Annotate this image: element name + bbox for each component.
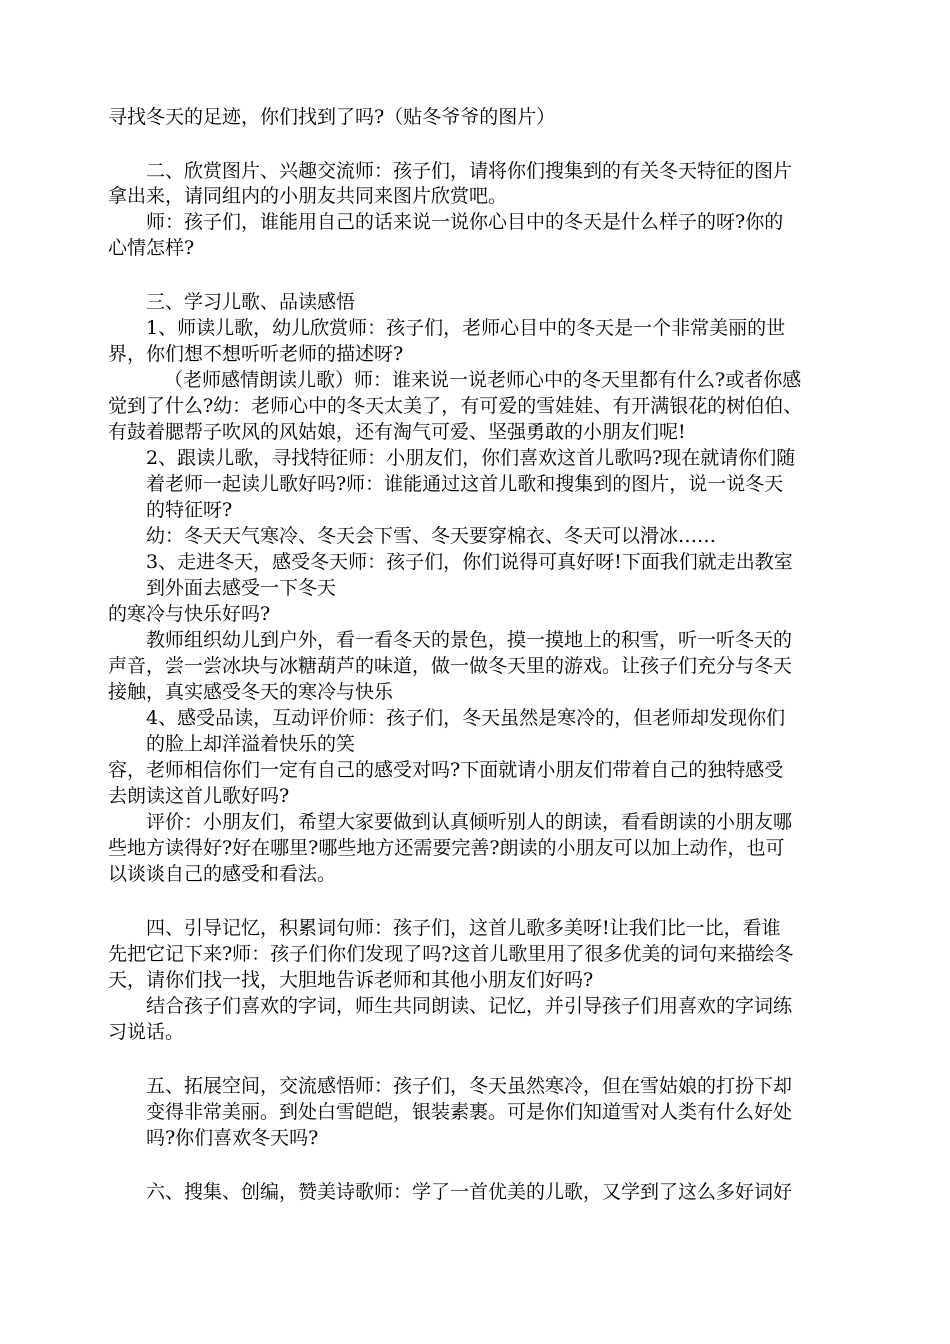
text-line: 有鼓着腮帮子吹风的风姑娘，还有淘气可爱、坚强勇敢的小朋友们呢! (108, 421, 686, 443)
text-line: 声音，尝一尝冰块与冰糖葫芦的味道，做一做冬天里的游戏。让孩子们充分与冬天 (108, 655, 793, 677)
text-line: 评价：小朋友们，希望大家要做到认真倾听别人的朗读，看看朗读的小朋友哪 (146, 811, 793, 833)
section-heading: 六、搜集、创编，赞美诗歌师：学了一首优美的儿歌，又学到了这么多好词好 (146, 1181, 793, 1203)
text-line: 师：孩子们，谁能用自己的话来说一说你心目中的冬天是什么样子的呀?你的 (146, 211, 784, 233)
text-line: 些地方读得好?好在哪里?哪些地方还需要完善?朗读的小朋友可以加上动作，也可 (108, 837, 785, 859)
text-line: 幼：冬天天气寒冷、冬天会下雪、冬天要穿棉衣、冬天可以滑冰…… (146, 525, 717, 547)
text-line: 教师组织幼儿到户外，看一看冬天的景色，摸一摸地上的积雪，听一听冬天的 (146, 629, 793, 651)
section-heading: 五、拓展空间，交流感悟师：孩子们，冬天虽然寒冷，但在雪姑娘的打扮下却 (146, 1075, 793, 1097)
text-line: 天，请你们找一找，大胆地告诉老师和其他小朋友们好吗? (108, 969, 594, 991)
text-line: 先把它记下来?师：孩子们你们发现了吗?这首儿歌里用了很多优美的词句来描绘冬 (108, 943, 794, 965)
text-line: 容，老师相信你们一定有自己的感受对吗?下面就请小朋友们带着自己的独特感受 (108, 759, 784, 781)
text-line: （老师感情朗读儿歌）师：谁来说一说老师心中的冬天里都有什么?或者你感 (164, 369, 802, 391)
text-line: 1、师读儿歌，幼儿欣赏师：孩子们，老师心目中的冬天是一个非常美丽的世 (146, 317, 786, 339)
text-line: 4、感受品读，互动评价师：孩子们，冬天虽然是寒冷的，但老师却发现你们 (146, 707, 786, 729)
text-line: 着老师一起读儿歌好吗?师：谁能通过这首儿歌和搜集到的图片，说一说冬天 (146, 473, 784, 495)
section-heading: 三、学习儿歌、品读感悟 (146, 291, 356, 313)
text-line: 接触，真实感受冬天的寒冷与快乐 (108, 681, 394, 703)
text-line: 的脸上却洋溢着快乐的笑 (146, 733, 356, 755)
text-line: 拿出来，请同组内的小朋友共同来图片欣赏吧。 (108, 185, 508, 207)
text-line: 觉到了什么?幼：老师心中的冬天太美了，有可爱的雪娃娃、有开满银花的树伯伯、 (108, 395, 803, 417)
text-line: 的特征呀? (146, 499, 233, 521)
text-line: 二、欣赏图片、兴趣交流师：孩子们，请将你们搜集到的有关冬天特征的图片 (146, 160, 793, 182)
text-line: 去朗读这首儿歌好吗? (108, 785, 290, 807)
text-line: 结合孩子们喜欢的字词，师生共同朗读、记忆，并引导孩子们用喜欢的字词练 (146, 995, 793, 1017)
text-line: 2、跟读儿歌，寻找特征师：小朋友们，你们喜欢这首儿歌吗?现在就请你们随 (146, 447, 796, 469)
text-line: 吗?你们喜欢冬天吗? (146, 1127, 319, 1149)
text-line: 寻找冬天的足迹，你们找到了吗?（贴冬爷爷的图片） (108, 106, 556, 128)
section-heading: 四、引导记忆，积累词句师：孩子们，这首儿歌多美呀!让我们比一比，看谁 (146, 917, 781, 939)
text-line: 以谈谈自己的感受和看法。 (108, 863, 337, 885)
text-line: 的寒冷与快乐好吗? (108, 603, 271, 625)
text-line: 3、走进冬天，感受冬天师：孩子们，你们说得可真好呀!下面我们就走出教室 (146, 551, 793, 573)
text-line: 变得非常美丽。到处白雪皑皑，银装素裹。可是你们知道雪对人类有什么好处 (146, 1101, 793, 1123)
text-line: 习说话。 (108, 1021, 185, 1043)
text-line: 到外面去感受一下冬天 (146, 577, 337, 599)
text-line: 心情怎样? (108, 237, 195, 259)
text-line: 界，你们想不想听听老师的描述呀? (108, 343, 404, 365)
